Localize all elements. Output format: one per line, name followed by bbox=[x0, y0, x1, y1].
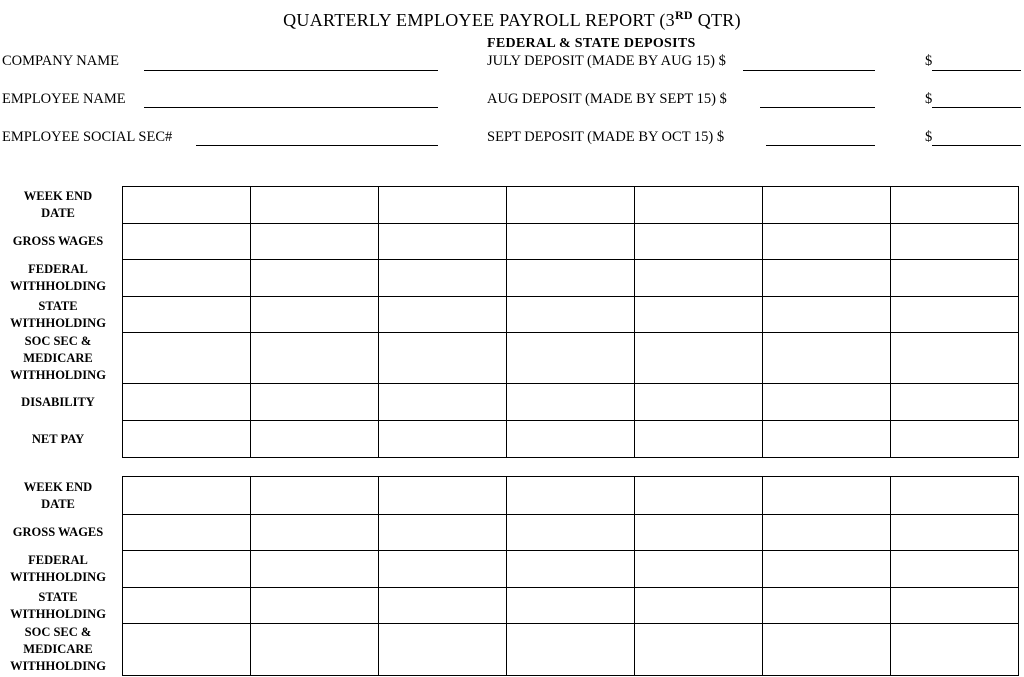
row-disability bbox=[0, 384, 1019, 421]
row-state-withholding bbox=[0, 588, 1019, 624]
row-federal-withholding bbox=[0, 260, 1019, 297]
grid-cell[interactable] bbox=[379, 224, 507, 260]
aug-deposit-label: AUG DEPOSIT (MADE BY SEPT 15) $ bbox=[487, 91, 727, 107]
grid-cell[interactable] bbox=[635, 297, 763, 333]
company-name-field[interactable] bbox=[144, 70, 438, 71]
grid-cell[interactable] bbox=[763, 421, 891, 458]
grid-cell[interactable] bbox=[507, 297, 635, 333]
grid-cell[interactable] bbox=[123, 297, 251, 333]
sept-deposit-label: SEPT DEPOSIT (MADE BY OCT 15) $ bbox=[487, 129, 725, 145]
grid-cell[interactable] bbox=[507, 224, 635, 260]
grid-cell[interactable] bbox=[251, 187, 379, 224]
employee-name-label: EMPLOYEE NAME bbox=[2, 91, 126, 107]
grid-cell[interactable] bbox=[635, 551, 763, 588]
grid-cell[interactable] bbox=[379, 297, 507, 333]
grid-cell[interactable] bbox=[251, 515, 379, 551]
row-week-end-date bbox=[0, 187, 1019, 224]
grid-cell[interactable] bbox=[891, 477, 1019, 515]
row-gross-wages bbox=[0, 515, 1019, 551]
grid-cell[interactable] bbox=[763, 515, 891, 551]
grid-cell[interactable] bbox=[635, 477, 763, 515]
sept-total-field[interactable] bbox=[932, 145, 1021, 146]
grid-cell[interactable] bbox=[763, 297, 891, 333]
grid-cell[interactable] bbox=[123, 224, 251, 260]
week-end-date-label: WEEK END DATE bbox=[23, 189, 93, 220]
grid-cell[interactable] bbox=[123, 260, 251, 297]
grid-cell[interactable] bbox=[891, 297, 1019, 333]
sept-total-dollar: $ bbox=[925, 129, 933, 145]
grid-cell[interactable] bbox=[251, 477, 379, 515]
state-withholding-label: STATE WITHHOLDING bbox=[10, 298, 106, 330]
row-soc-sec-medicare bbox=[0, 333, 1019, 384]
grid-cell[interactable] bbox=[635, 384, 763, 421]
employee-ssn-label: EMPLOYEE SOCIAL SEC# bbox=[2, 129, 173, 145]
grid-cell[interactable] bbox=[507, 624, 635, 676]
grid-cell[interactable] bbox=[379, 588, 507, 624]
aug-deposit-field[interactable] bbox=[760, 107, 875, 108]
payroll-grid-1 bbox=[0, 186, 1019, 458]
grid-cell[interactable] bbox=[379, 187, 507, 224]
grid-cell[interactable] bbox=[251, 421, 379, 458]
grid-cell[interactable] bbox=[379, 551, 507, 588]
grid-cell[interactable] bbox=[763, 187, 891, 224]
week-end-date-label: WEEK END DATE bbox=[23, 479, 93, 511]
grid-cell[interactable] bbox=[763, 260, 891, 297]
grid-cell[interactable] bbox=[251, 588, 379, 624]
grid-cell[interactable] bbox=[763, 624, 891, 676]
report-title: QUARTERLY EMPLOYEE PAYROLL REPORT (3RD QTR) bbox=[283, 8, 741, 30]
grid-cell[interactable] bbox=[891, 421, 1019, 458]
grid-cell[interactable] bbox=[251, 224, 379, 260]
grid-cell[interactable] bbox=[379, 421, 507, 458]
grid-cell[interactable] bbox=[379, 384, 507, 421]
grid-cell[interactable] bbox=[507, 515, 635, 551]
grid-cell[interactable] bbox=[251, 624, 379, 676]
aug-total-dollar: $ bbox=[925, 91, 933, 107]
row-gross-wages bbox=[0, 224, 1019, 260]
grid-cell[interactable] bbox=[891, 187, 1019, 224]
row-week-end-date bbox=[0, 477, 1019, 515]
grid-cell[interactable] bbox=[763, 384, 891, 421]
july-deposit-field[interactable] bbox=[743, 70, 875, 71]
grid-cell[interactable] bbox=[251, 260, 379, 297]
grid-cell[interactable] bbox=[891, 515, 1019, 551]
grid-cell[interactable] bbox=[123, 333, 251, 384]
row-state-withholding bbox=[0, 297, 1019, 333]
grid-cell[interactable] bbox=[635, 260, 763, 297]
grid-cell[interactable] bbox=[891, 624, 1019, 676]
employee-name-field[interactable] bbox=[144, 107, 438, 108]
disability-label: DISABILITY bbox=[21, 394, 95, 409]
grid-cell[interactable] bbox=[763, 333, 891, 384]
grid-cell[interactable] bbox=[123, 421, 251, 458]
grid-cell[interactable] bbox=[635, 421, 763, 458]
grid-cell[interactable] bbox=[891, 260, 1019, 297]
gross-wages-label: GROSS WAGES bbox=[12, 234, 104, 248]
grid-cell[interactable] bbox=[635, 187, 763, 224]
row-federal-withholding bbox=[0, 551, 1019, 588]
grid-cell[interactable] bbox=[123, 477, 251, 515]
grid-cell[interactable] bbox=[763, 477, 891, 515]
grid-cell[interactable] bbox=[379, 515, 507, 551]
grid-cell[interactable] bbox=[123, 624, 251, 676]
grid-cell[interactable] bbox=[507, 187, 635, 224]
employee-ssn-field[interactable] bbox=[196, 145, 438, 146]
grid-cell[interactable] bbox=[891, 384, 1019, 421]
grid-cell[interactable] bbox=[507, 260, 635, 297]
grid-cell[interactable] bbox=[251, 384, 379, 421]
company-name-label: COMPANY NAME bbox=[2, 53, 119, 69]
grid-cell[interactable] bbox=[891, 333, 1019, 384]
federal-withholding-label: FEDERAL WITHHOLDING bbox=[10, 553, 106, 584]
row-net-pay bbox=[0, 421, 1019, 458]
grid-cell[interactable] bbox=[635, 224, 763, 260]
payroll-grid-2 bbox=[0, 476, 1019, 676]
soc-sec-medicare-label: SOC SEC & MEDICARE WITHHOLDING bbox=[10, 625, 106, 673]
state-withholding-label: STATE WITHHOLDING bbox=[10, 589, 106, 621]
deposits-heading: FEDERAL & STATE DEPOSITS bbox=[487, 36, 696, 51]
july-total-dollar: $ bbox=[925, 53, 933, 69]
federal-withholding-label: FEDERAL WITHHOLDING bbox=[10, 262, 106, 293]
grid-cell[interactable] bbox=[379, 260, 507, 297]
grid-cell[interactable] bbox=[763, 551, 891, 588]
grid-cell[interactable] bbox=[635, 624, 763, 676]
grid-cell[interactable] bbox=[507, 421, 635, 458]
july-total-field[interactable] bbox=[932, 70, 1021, 71]
grid-cell[interactable] bbox=[763, 224, 891, 260]
grid-cell[interactable] bbox=[123, 588, 251, 624]
grid-cell[interactable] bbox=[635, 588, 763, 624]
grid-cell[interactable] bbox=[251, 297, 379, 333]
grid-cell[interactable] bbox=[507, 588, 635, 624]
grid-cell[interactable] bbox=[891, 588, 1019, 624]
grid-cell[interactable] bbox=[379, 477, 507, 515]
grid-cell[interactable] bbox=[507, 551, 635, 588]
grid-cell[interactable] bbox=[891, 551, 1019, 588]
grid-cell[interactable] bbox=[635, 333, 763, 384]
grid-cell[interactable] bbox=[379, 333, 507, 384]
grid-cell[interactable] bbox=[507, 477, 635, 515]
row-soc-sec-medicare bbox=[0, 624, 1019, 676]
grid-cell[interactable] bbox=[891, 224, 1019, 260]
gross-wages-label: GROSS WAGES bbox=[12, 525, 104, 539]
grid-cell[interactable] bbox=[507, 333, 635, 384]
grid-cell[interactable] bbox=[123, 515, 251, 551]
grid-cell[interactable] bbox=[123, 384, 251, 421]
grid-cell[interactable] bbox=[251, 551, 379, 588]
grid-cell[interactable] bbox=[123, 551, 251, 588]
grid-cell[interactable] bbox=[763, 588, 891, 624]
grid-cell[interactable] bbox=[123, 187, 251, 224]
grid-cell[interactable] bbox=[507, 384, 635, 421]
sept-deposit-field[interactable] bbox=[766, 145, 875, 146]
grid-cell[interactable] bbox=[251, 333, 379, 384]
grid-cell[interactable] bbox=[635, 515, 763, 551]
net-pay-label: NET PAY bbox=[31, 431, 85, 446]
soc-sec-medicare-label: SOC SEC & MEDICARE WITHHOLDING bbox=[10, 333, 106, 382]
aug-total-field[interactable] bbox=[932, 107, 1021, 108]
grid-cell[interactable] bbox=[379, 624, 507, 676]
july-deposit-label: JULY DEPOSIT (MADE BY AUG 15) $ bbox=[487, 53, 726, 69]
